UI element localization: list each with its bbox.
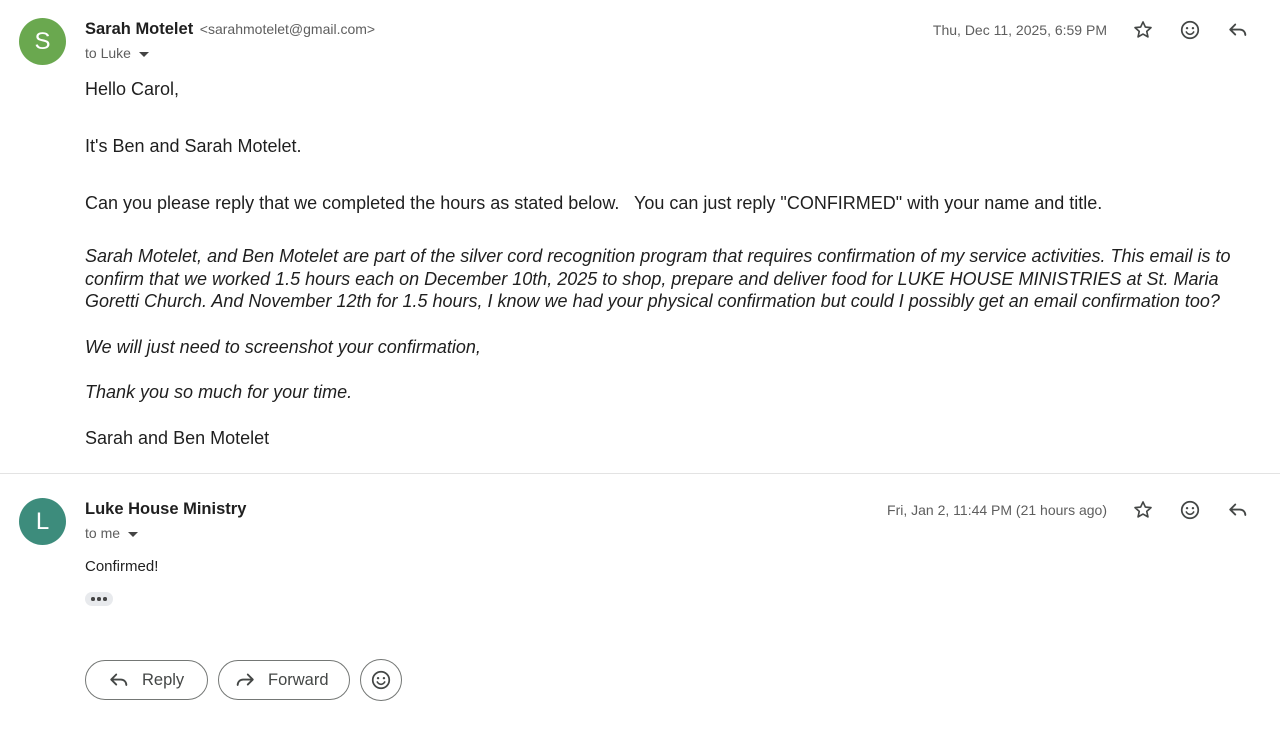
reply-action-button[interactable] (85, 660, 208, 700)
chevron-down-icon (128, 532, 138, 537)
recipient-dropdown[interactable] (85, 45, 149, 61)
reply-button[interactable] (1223, 15, 1253, 45)
reply-button[interactable] (1223, 495, 1253, 525)
sender-name[interactable]: Sarah Motelet (85, 20, 194, 38)
email-signature: Sarah and Ben Motelet (85, 428, 270, 448)
reply-icon (1227, 19, 1249, 41)
email-thanks-line: Thank you so much for your time. (85, 382, 353, 402)
message-2 (0, 474, 1280, 752)
reply-label: Reply (142, 670, 185, 689)
forward-icon (234, 669, 256, 691)
sender-line (85, 20, 375, 39)
expand-dots-icon (91, 597, 95, 601)
chevron-down-icon (139, 52, 149, 57)
forward-action-button[interactable] (218, 660, 350, 700)
email-intro: It's Ben and Sarah Motelet. (85, 136, 302, 156)
sender-name[interactable]: Luke House Ministry (85, 500, 247, 518)
emoji-reaction-button[interactable] (360, 659, 402, 701)
message-date: Thu, Dec 11, 2025, 6:59 PM (932, 22, 1107, 38)
star-icon (1132, 499, 1154, 521)
emoji-icon (370, 669, 392, 691)
email-greeting: Hello Carol, (85, 79, 180, 99)
recipient-label: to me (85, 525, 121, 541)
star-icon (1132, 19, 1154, 41)
email-body: Confirmed! (85, 558, 159, 575)
reply-icon (108, 669, 130, 691)
recipient-label: to Luke (85, 45, 131, 61)
add-reaction-button[interactable] (1175, 15, 1205, 45)
star-button[interactable] (1128, 15, 1158, 45)
emoji-icon (1179, 499, 1201, 521)
emoji-icon (1179, 19, 1201, 41)
add-reaction-button[interactable] (1175, 495, 1205, 525)
sender-line (85, 500, 246, 519)
star-button[interactable] (1128, 495, 1158, 525)
expand-dot (97, 597, 101, 601)
show-trimmed-content-button[interactable] (85, 592, 113, 606)
sender-email: <sarahmotelet@gmail.com> (199, 21, 376, 37)
message-date: Fri, Jan 2, 11:44 PM (21 hours ago) (887, 502, 1107, 518)
expand-dot (103, 597, 107, 601)
email-screenshot-line: We will just need to screenshot your confirmation, (85, 337, 481, 357)
forward-label: Forward (268, 670, 329, 689)
avatar[interactable]: S (19, 18, 66, 65)
recipient-dropdown[interactable] (85, 525, 138, 541)
email-request: Can you please reply that we completed the hours as stated below. You can just reply "CONFIRMED" with your name and title. (85, 193, 1103, 213)
avatar[interactable]: L (19, 498, 66, 545)
email-italic-paragraph: Sarah Motelet, and Ben Motelet are part of the silver cord recognition program that requires confirmation of my service activities. This email is to confirm that we worked 1.5 hours each on December 10th, 2025 to shop, prepare and deliver food for LUKE HOUSE MINISTRIES at St. Maria Goretti Church. And November 12th for 1.5 hours, I know we had your physical confirmation but could I possibly get an email confirmation too? (85, 246, 1231, 311)
reply-icon (1227, 499, 1249, 521)
